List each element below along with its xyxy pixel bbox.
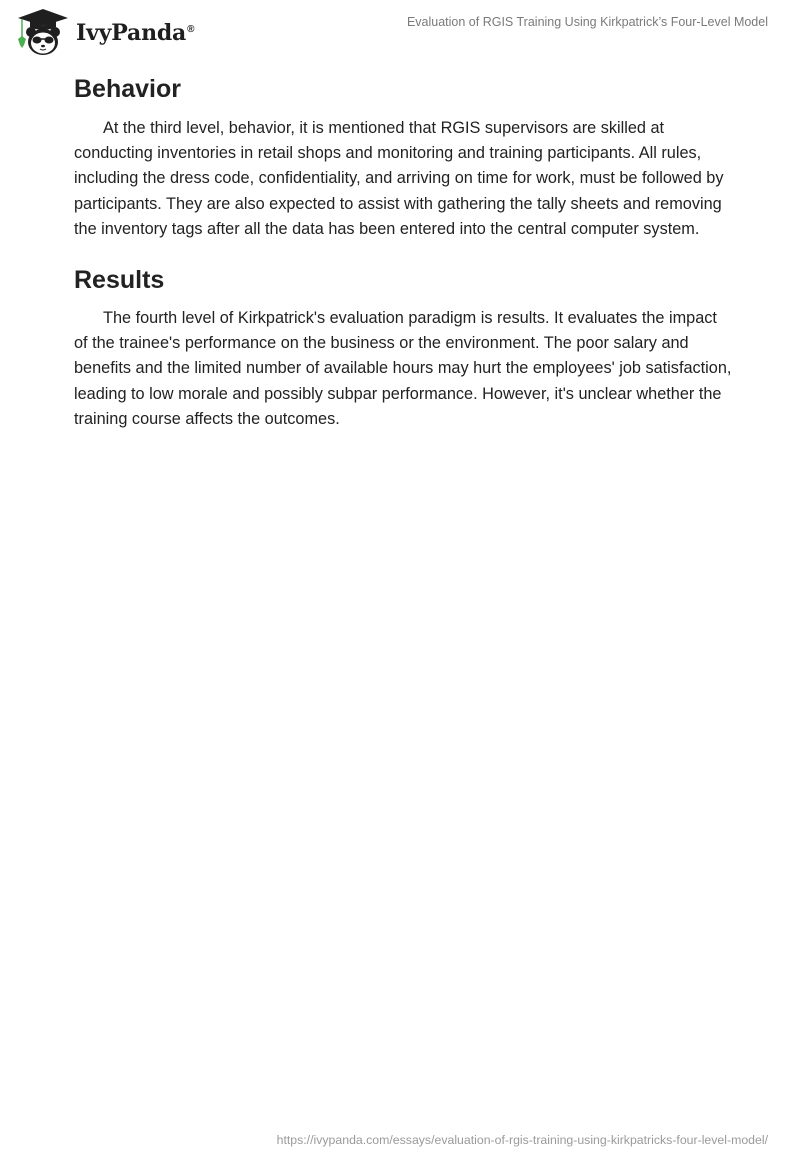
- section-heading: Behavior: [74, 75, 181, 103]
- page-header: [0, 0, 800, 60]
- source-url-link[interactable]: https://ivypanda.com/essays/evaluation-of-rgis-training-using-kirkpatricks-four-level-model/: [276, 1133, 768, 1147]
- section-paragraph: The fourth level of Kirkpatrick's evaluation paradigm is results. It evaluates the impact of the trainee's performance on the business or the environment. The poor salary and benefits and the limited number of available hours may hurt the employees' job satisfaction, leading to low morale and possibly subpar performance. However, it's unclear whether the training course affects the outcomes.: [74, 309, 732, 428]
- logo-wordmark: IvyPanda®: [76, 20, 195, 46]
- ivypanda-logo[interactable]: [14, 7, 194, 57]
- document-title: Evaluation of RGIS Training Using Kirkpatrick’s Four-Level Model: [406, 15, 768, 29]
- section-behavior: [74, 72, 734, 242]
- panda-graduate-icon: [14, 7, 72, 57]
- section-paragraph: At the third level, behavior, it is mentioned that RGIS supervisors are skilled at conducting inventories in retail shops and monitoring and training participants. All rules, including the dress code, confidentiality, and arriving on time for work, must be followed by participants. They are also expected to assist with gathering the tally sheets and removing the inventory tags after all the data has been entered into the central computer system.: [74, 119, 724, 238]
- section-heading: Results: [74, 266, 165, 295]
- registered-mark: ®: [187, 23, 195, 35]
- document-body: [74, 72, 734, 432]
- section-results: [74, 263, 734, 432]
